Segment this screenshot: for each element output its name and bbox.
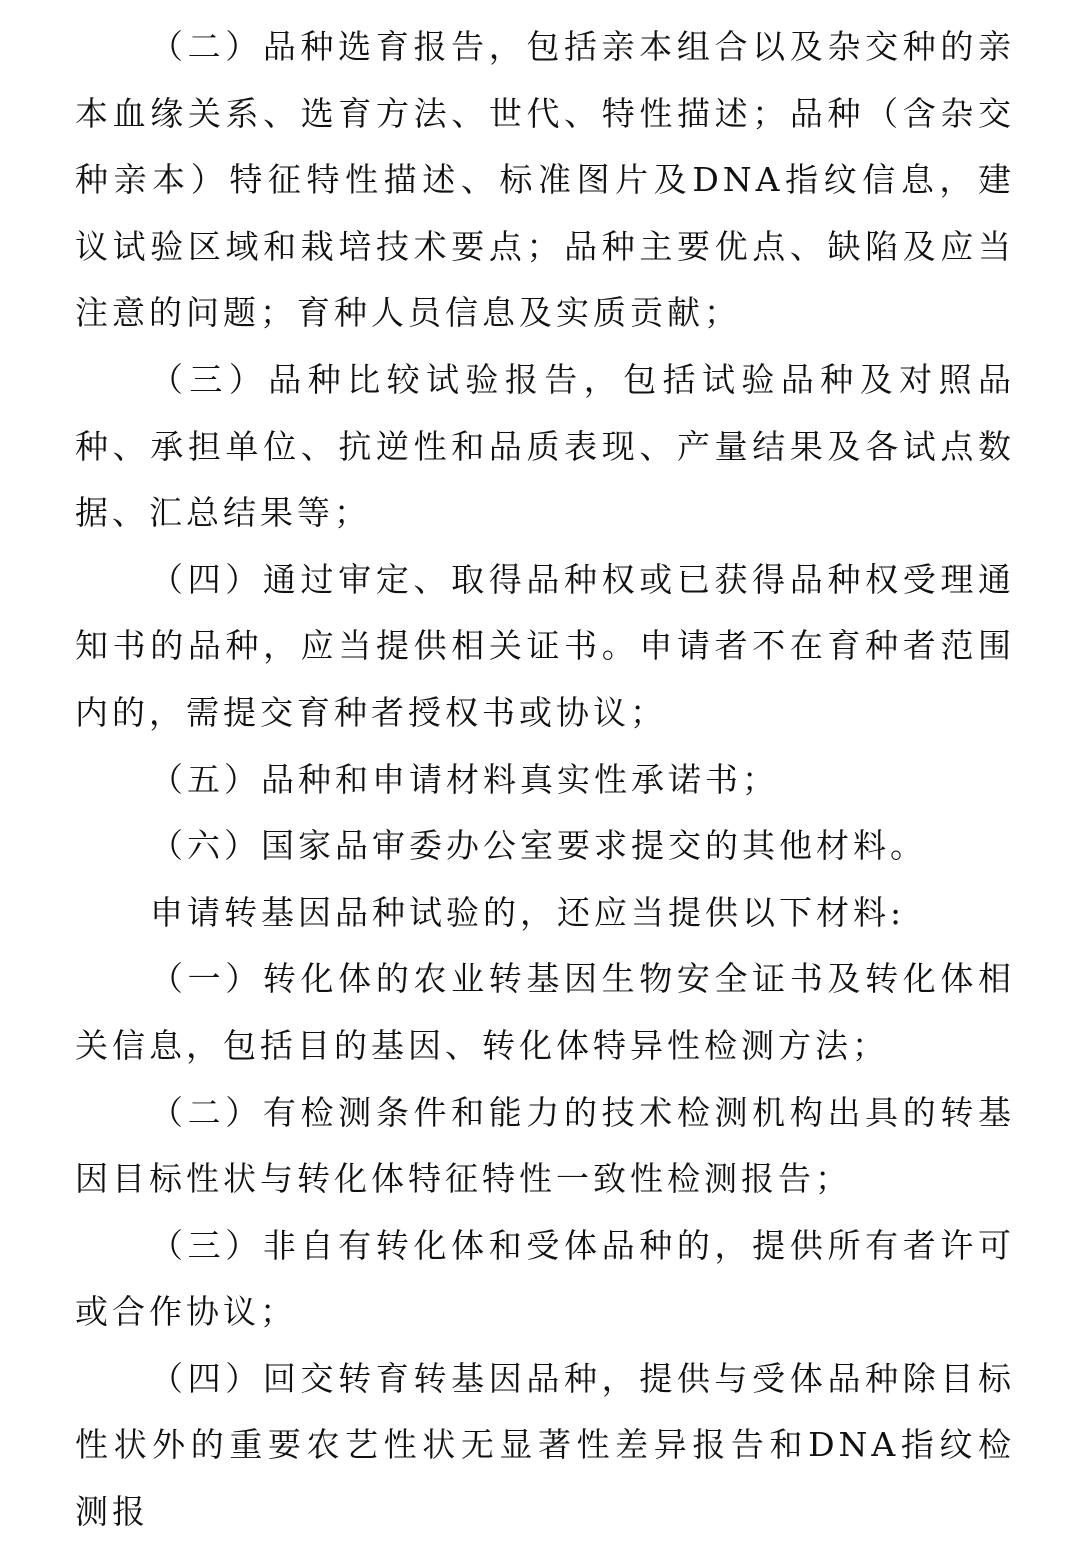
paragraph-breeding-report: （二）品种选育报告，包括亲本组合以及杂交种的亲本血缘关系、选育方法、世代、特性描述；品种（含杂交种亲本）特征特性描述、标准图片及DNA指纹信息，建议试验区域和栽培技术要点；品种主要优点、缺陷及应当注意的问题；育种人员信息及实质贡献；: [75, 27, 1015, 333]
paragraph-comparison-trial-report: （三）品种比较试验报告，包括试验品种及对照品种、承担单位、抗逆性和品质表现、产量结果及各试点数据、汇总结果等；: [75, 359, 1015, 533]
paragraph-transgenic-intro: 申请转基因品种试验的，还应当提供以下材料:: [150, 892, 906, 932]
paragraph-license-agreement: （三）非自有转化体和受体品种的，提供所有者许可或合作协议；: [75, 1225, 1015, 1332]
paragraph-consistency-report: （二）有检测条件和能力的技术检测机构出具的转基因目标性状与转化体特征特性一致性检测报告；: [75, 1092, 1015, 1199]
document-body: [75, 14, 1015, 1546]
paragraph-backcross-report: （四）回交转育转基因品种，提供与受体品种除目标性状外的重要农艺性状无显著性差异报告和DNA指纹检测报: [75, 1358, 1015, 1532]
paragraph-certificates: （四）通过审定、取得品种权或已获得品种权受理通知书的品种，应当提供相关证书。申请者不在育种者范围内的，需提交育种者授权书或协议；: [75, 559, 1015, 732]
paragraph-biosafety-certificate: （一）转化体的农业转基因生物安全证书及转化体相关信息，包括目的基因、转化体特异性检测方法；: [75, 959, 1015, 1065]
paragraph-authenticity-commitment: （五）品种和申请材料真实性承诺书；: [150, 759, 779, 799]
paragraph-other-materials: （六）国家品审委办公室要求提交的其他材料。: [150, 826, 927, 866]
